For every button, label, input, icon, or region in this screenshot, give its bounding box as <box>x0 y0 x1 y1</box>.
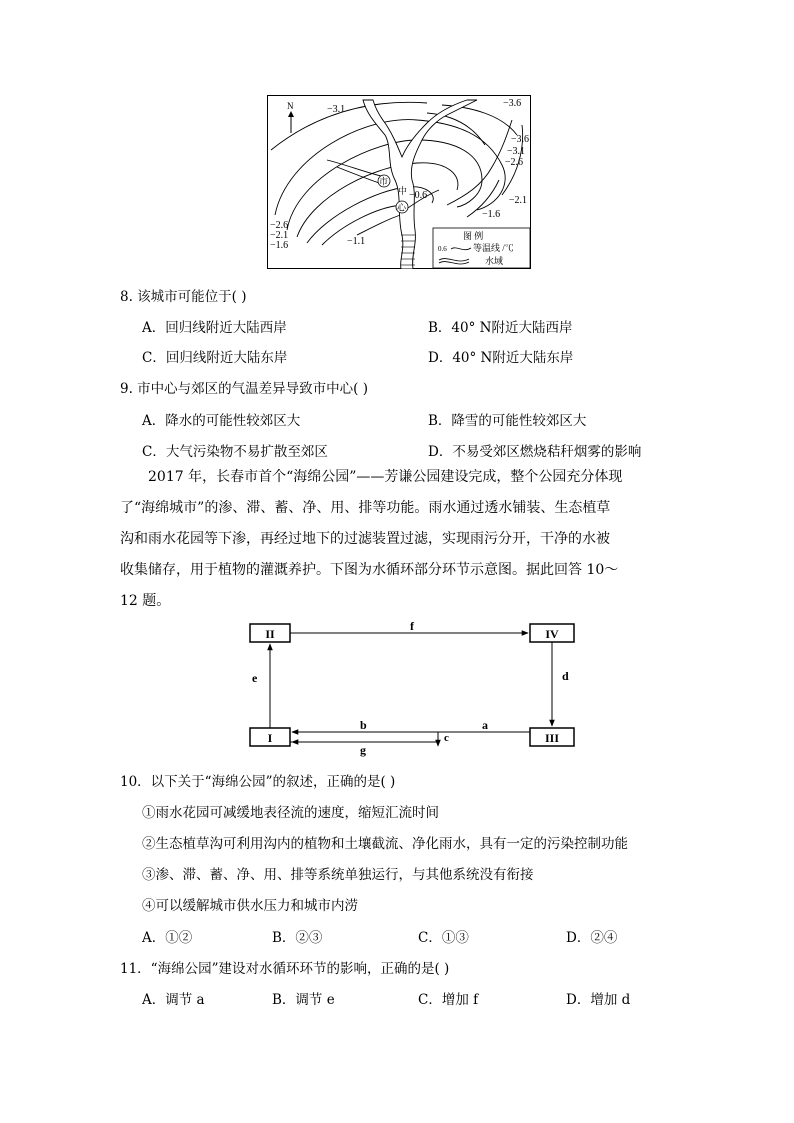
legend-water-text: 水域 <box>485 256 504 266</box>
water-cycle-diagram <box>240 618 600 758</box>
question-8-option-d[interactable]: D．40° N附近大陆东岸 <box>428 350 574 366</box>
isotherm-label: −1.6 <box>482 209 501 220</box>
question-10-statement-2: ②生态植草沟可利用沟内的植物和土壤截流、净化雨水，具有一定的污染控制功能 <box>142 836 628 852</box>
isotherm-label: −0.6 <box>409 190 428 201</box>
question-9-stem: 9. 市中心与郊区的气温差异导致市中心( ) <box>120 381 368 397</box>
question-10-statement-3: ③渗、滞、蓄、净、用、排等系统单独运行，与其他系统没有衔接 <box>142 867 534 883</box>
question-10-option-c[interactable]: C．①③ <box>418 930 469 946</box>
question-8-option-c[interactable]: C．回归线附近大陆东岸 <box>142 350 288 366</box>
label-f: f <box>410 619 414 633</box>
passage-line: 收集储存，用于植物的灌溉养护。下图为水循环部分环节示意图。据此回答 10～ <box>120 562 619 578</box>
passage <box>120 462 686 617</box>
isotherm-label: −3.1 <box>506 146 525 157</box>
box-I <box>250 728 290 746</box>
isotherm-map <box>267 95 531 269</box>
isotherm-label: −1.1 <box>347 236 366 247</box>
isotherm-label: −3.6 <box>510 134 529 145</box>
question-8-option-b[interactable]: B．40° N附近大陆西岸 <box>428 320 573 336</box>
passage-line: 了“海绵城市”的渗、滞、蓄、净、用、排等功能。雨水通过透水铺装、生态植草 <box>120 500 611 516</box>
question-8-option-a[interactable]: A．回归线附近大陆西岸 <box>142 320 287 336</box>
isotherm-label: −2.6 <box>504 157 523 168</box>
center-label: 中 <box>398 186 408 196</box>
isotherm-label: −1.6 <box>270 240 289 251</box>
passage-line: 2017 年，长春市首个“海绵公园”——芳谦公园建设完成，整个公园充分体现 <box>148 469 623 485</box>
question-10-option-a[interactable]: A．①② <box>142 930 193 946</box>
label-e: e <box>252 671 258 685</box>
question-9-option-c[interactable]: C．大气污染物不易扩散至郊区 <box>142 444 328 460</box>
question-9-option-a[interactable]: A．降水的可能性较郊区大 <box>142 413 301 429</box>
box-III <box>530 728 574 746</box>
question-9-option-b[interactable]: B．降雪的可能性较郊区大 <box>428 413 587 429</box>
label-g: g <box>360 743 366 757</box>
label-b: b <box>360 718 367 732</box>
question-11-option-d[interactable]: D．增加 d <box>566 992 631 1008</box>
question-10-statement-1: ①雨水花园可减缓地表径流的速度，缩短汇流时间 <box>142 805 439 821</box>
isotherm-label: −3.1 <box>327 104 346 115</box>
isotherm-label: −3.6 <box>503 98 522 109</box>
isotherm-label: −2.1 <box>270 230 289 241</box>
label-a: a <box>482 718 488 732</box>
box-I-label: I <box>267 731 273 745</box>
passage-line: 沟和雨水花园等下渗，再经过地下的过滤装置过滤，实现雨污分开，干净的水被 <box>120 531 610 547</box>
label-d: d <box>562 669 569 683</box>
label-c: c <box>444 732 449 744</box>
legend-isotherm-value: 0.6 <box>438 245 447 253</box>
box-II-label: II <box>265 627 275 641</box>
question-11-option-c[interactable]: C．增加 f <box>418 992 479 1008</box>
question-8-stem: 8. 该城市可能位于( ) <box>120 289 247 305</box>
question-11-option-a[interactable]: A．调节 a <box>142 992 205 1008</box>
city-label: 市 <box>379 176 389 187</box>
question-9-option-d[interactable]: D．不易受郊区燃烧秸秆烟雾的影响 <box>428 444 642 460</box>
question-10-stem: 10．以下关于“海绵公园”的叙述，正确的是( ) <box>120 774 396 790</box>
passage-line: 12 题。 <box>120 593 171 609</box>
question-10-statement-4: ④可以缓解城市供水压力和城市内涝 <box>142 898 358 914</box>
legend-title: 图 例 <box>463 231 484 241</box>
box-IV-label: IV <box>545 627 559 641</box>
box-II <box>250 624 290 642</box>
legend-isotherm-text: 等温线 /℃ <box>473 243 514 253</box>
map-legend <box>433 228 530 268</box>
question-10-option-d[interactable]: D．②④ <box>566 930 618 946</box>
box-IV <box>530 624 574 642</box>
north-label: N <box>287 101 294 111</box>
question-11-option-b[interactable]: B．调节 e <box>272 992 335 1008</box>
isotherm-label: −2.1 <box>508 195 527 206</box>
box-III-label: III <box>544 731 560 745</box>
question-10-option-b[interactable]: B．②③ <box>272 930 323 946</box>
question-11-stem: 11．“海绵公园”建设对水循环环节的影响，正确的是( ) <box>120 961 450 977</box>
heart-label: 心 <box>397 202 407 213</box>
isotherm-label: −2.6 <box>270 220 289 231</box>
